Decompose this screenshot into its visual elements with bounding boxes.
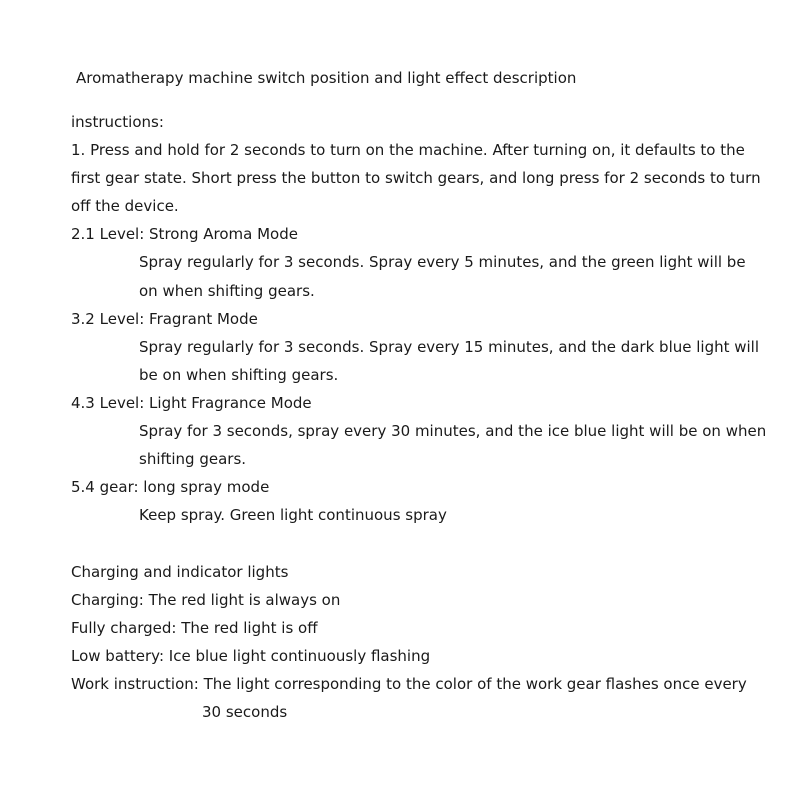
section-spacer — [71, 529, 751, 557]
charging-heading: Charging and indicator lights — [71, 562, 289, 581]
step1-line-1: 1. Press and hold for 2 seconds to turn on the machine. After turning on, it defaults to the — [71, 141, 745, 160]
document-body — [71, 108, 767, 726]
level3-heading: 4.3 Level: Light Fragrance Mode — [71, 393, 312, 412]
step1-line-2: first gear state. Short press the button to switch gears, and long press for 2 seconds to turn — [71, 169, 761, 188]
work-instruction-line-1: Work instruction: The light corresponding to the color of the work gear flashes once every — [71, 674, 747, 693]
low-battery-status: Low battery: Ice blue light continuously flashing — [71, 646, 431, 665]
level4-line-1: Keep spray. Green light continuous spray — [139, 506, 447, 525]
level1-heading: 2.1 Level: Strong Aroma Mode — [71, 225, 298, 244]
fully-charged-status: Fully charged: The red light is off — [71, 618, 318, 637]
charging-status: Charging: The red light is always on — [71, 590, 341, 609]
level1-line-1: Spray regularly for 3 seconds. Spray every 5 minutes, and the green light will be — [139, 253, 746, 272]
work-instruction-line-2: 30 seconds — [202, 702, 288, 721]
document-title: Aromatherapy machine switch position and light effect description — [76, 69, 577, 87]
step1-line-3: off the device. — [71, 197, 179, 216]
instructions-heading: instructions: — [71, 113, 164, 131]
level1-line-2: on when shifting gears. — [139, 281, 315, 300]
level2-line-2: be on when shifting gears. — [139, 365, 339, 384]
level2-line-1: Spray regularly for 3 seconds. Spray every 15 minutes, and the dark blue light will — [139, 337, 760, 356]
level3-line-2: shifting gears. — [139, 450, 247, 469]
level3-line-1: Spray for 3 seconds, spray every 30 minutes, and the ice blue light will be on when — [139, 422, 767, 441]
level4-heading: 5.4 gear: long spray mode — [71, 478, 270, 497]
level2-heading: 3.2 Level: Fragrant Mode — [71, 309, 258, 328]
